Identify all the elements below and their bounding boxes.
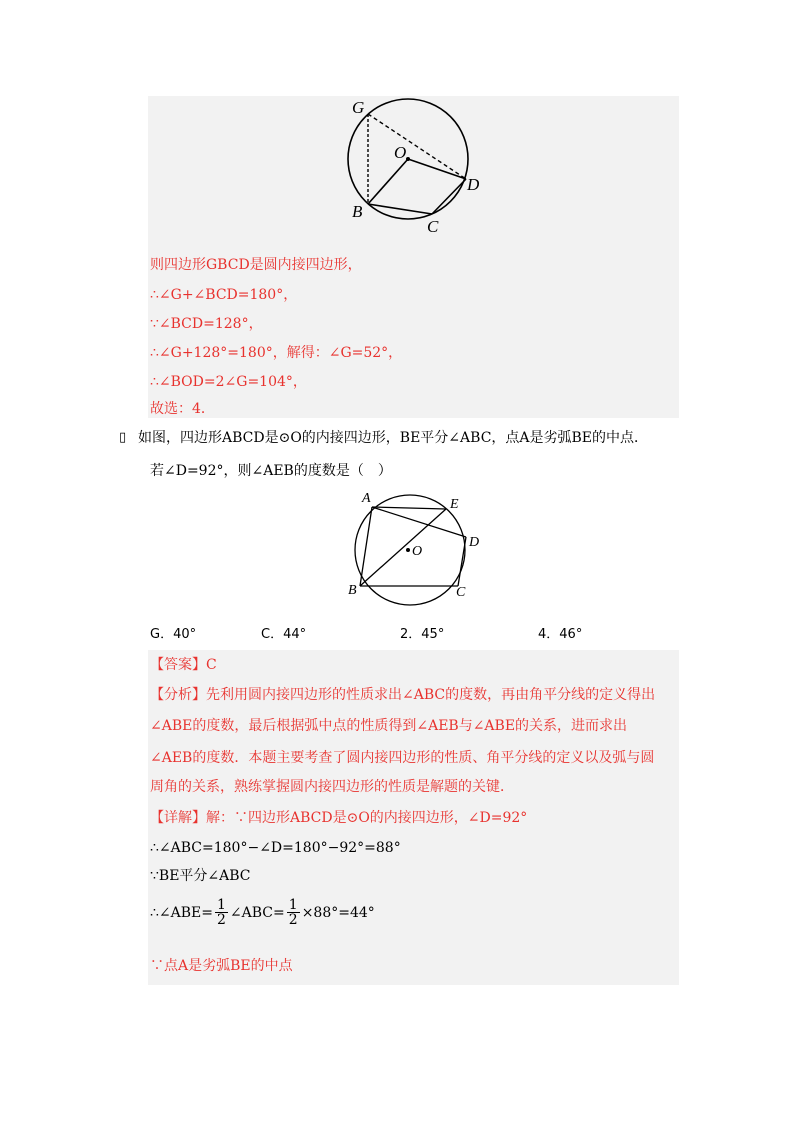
solution-line-2: ∴∠G+∠BCD=180°， <box>150 287 298 303</box>
solution-line-4: ∴∠G+128°=180°，解得：∠G=52°， <box>150 345 403 361</box>
label-c: C <box>427 217 439 236</box>
step-3-middle: ∠ABC= <box>229 904 285 921</box>
option-c: 2．45° <box>400 627 445 642</box>
analysis-line-2: ∠ABE的度数，最后根据弧中点的性质得到∠AEB与∠ABE的关系，进而求出 <box>150 718 628 734</box>
center-dot-2 <box>406 548 410 552</box>
question-marker: ▯ <box>119 430 127 445</box>
segment-cd-2 <box>458 537 466 586</box>
label-e: E <box>450 497 459 512</box>
fraction-num-2: 1 <box>288 897 298 913</box>
fraction-den-2: 2 <box>288 912 298 928</box>
detail-line: 【详解】解：∵四边形ABCD是⊙O的内接四边形，∠D=92° <box>150 810 528 826</box>
question-text-line-2: 若∠D=92°，则∠AEB的度数是（ ） <box>150 463 392 479</box>
analysis-line-1: 【分析】先利用圆内接四边形的性质求出∠ABC的度数，再由角平分线的定义得出 <box>150 687 656 703</box>
label-b: B <box>352 202 363 221</box>
option-a: G．40° <box>150 627 197 642</box>
label-c-2: C <box>456 585 466 600</box>
label-o-2: O <box>412 544 423 559</box>
segment-cd <box>432 179 466 214</box>
label-d-2: D <box>469 535 480 550</box>
label-d: D <box>467 175 480 194</box>
fraction-num-1: 1 <box>217 897 226 913</box>
step-3-prefix: ∴∠ABE= <box>150 904 213 921</box>
answer-line: 【答案】C <box>150 657 217 673</box>
option-b: C．44° <box>261 627 307 642</box>
option-d: 4．46° <box>538 627 583 642</box>
analysis-line-4: 周角的关系，熟练掌握圆内接四边形的性质是解题的关键． <box>150 779 514 795</box>
fraction-den-1: 2 <box>217 912 226 928</box>
segment-ab <box>360 507 372 586</box>
solution-line-6: 故选：4． <box>150 401 215 417</box>
step-4: ∵点A是劣弧BE的中点 <box>150 958 293 974</box>
solution-line-3: ∵∠BCD=128°， <box>150 316 263 332</box>
analysis-line-3: ∠AEB的度数．本题主要考查了圆内接四边形的性质、角平分线的定义以及弧与圆 <box>150 750 655 766</box>
step-2: ∵BE平分∠ABC <box>150 868 251 884</box>
fraction-half-1 <box>215 898 228 927</box>
step-1: ∴∠ABC=180°−∠D=180°−92°=88° <box>150 840 401 856</box>
label-o: O <box>394 143 407 162</box>
label-g: G <box>352 98 365 117</box>
step-3 <box>150 898 375 927</box>
segment-gd <box>368 114 466 179</box>
center-dot <box>406 157 410 161</box>
question-text-line-1: 如图，四边形ABCD是⊙O的内接四边形，BE平分∠ABC，点A是劣弧BE的中点． <box>138 430 649 446</box>
segment-ob <box>368 159 408 204</box>
solution-line-5: ∴∠BOD=2∠G=104°， <box>150 374 307 390</box>
segment-ae <box>372 507 446 509</box>
segment-be <box>360 509 446 586</box>
label-b-2: B <box>348 583 357 598</box>
solution-line-1: 则四边形GBCD是圆内接四边形， <box>150 257 362 273</box>
fraction-half-2 <box>287 898 300 927</box>
circle-figure-gbcd <box>330 92 510 242</box>
circle-figure-abcde <box>340 488 490 610</box>
segment-bc <box>368 204 432 214</box>
label-a: A <box>362 491 371 506</box>
segment-od <box>408 159 466 179</box>
step-3-suffix: ×88°=44° <box>301 904 375 921</box>
